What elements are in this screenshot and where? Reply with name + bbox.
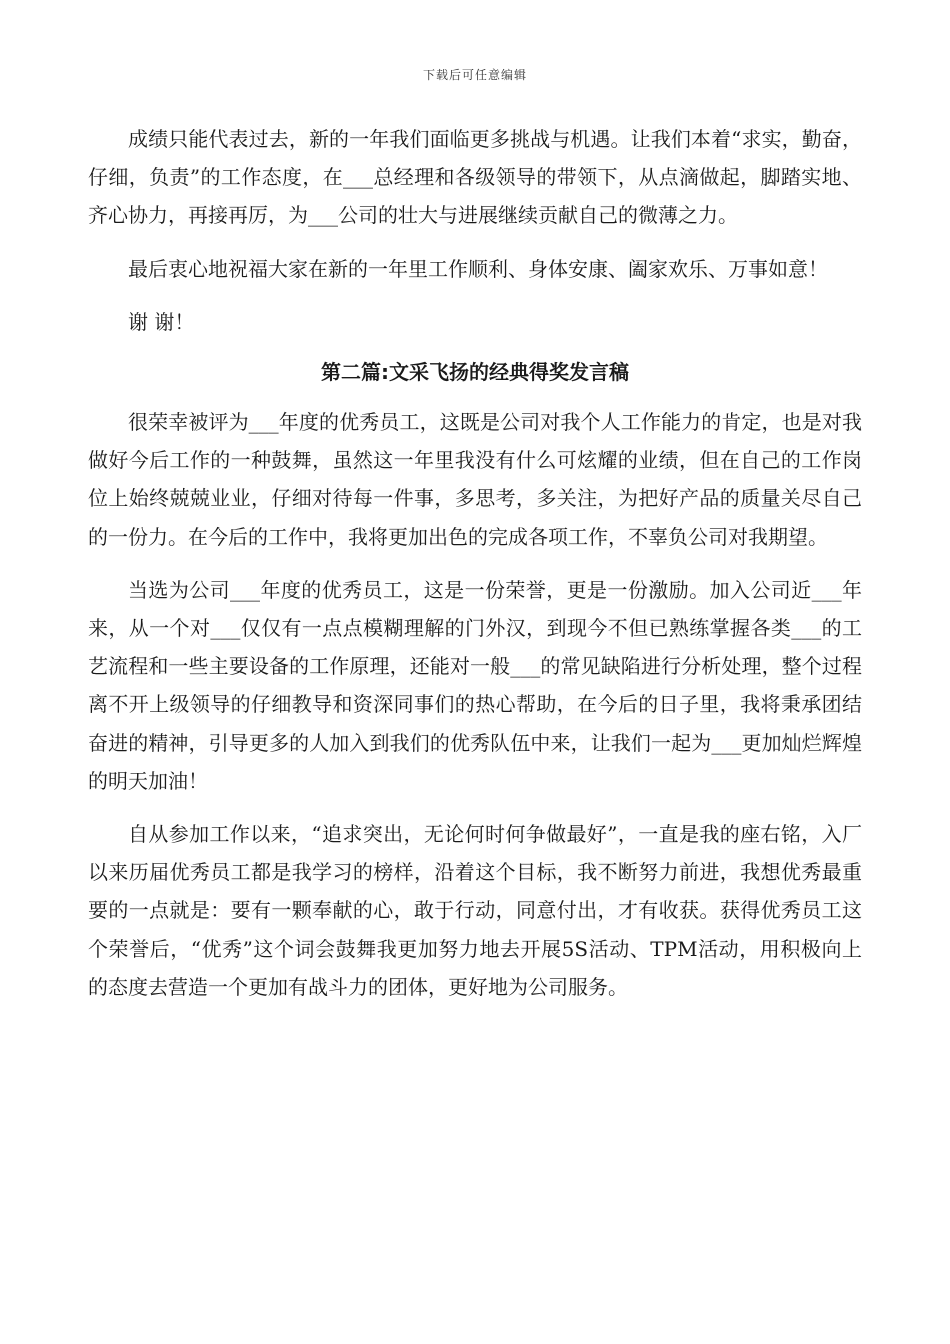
section-title: 第二篇:文采飞扬的经典得奖发言稿 bbox=[321, 360, 629, 385]
document-body bbox=[88, 120, 862, 1021]
elected-paragraph: 当选为公司___年度的优秀员工，这是一份荣誉，更是一份激励。加入公司近___年来，从一个对___仅仅有一点点模糊理解的门外汉，到现今不但已熟练掌握各类___的工艺流程和一些主要设备的工作原理，还能对一般___的常见缺陷进行分析处理，整个过程离不开上级领导的仔细教导和资深同事们的热心帮助，在今后的日子里，我将秉承团结奋进的精神，引导更多的人加入到我们的优秀队伍中来，让我们一起为___更加灿烂辉煌的明天加油！ bbox=[88, 577, 862, 793]
thanks-paragraph: 谢 谢！ bbox=[128, 309, 195, 334]
motto-paragraph: 自从参加工作以来，“追求突出，无论何时何争做最好”，一直是我的座右铭，入厂以来历届优秀员工都是我学习的榜样，沿着这个目标，我不断努力前进，我想优秀最重要的一点就是：要有一颗奉献的心，敢于行动，同意付出，才有收获。获得优秀员工这个荣誉后，“优秀”这个词会鼓舞我更加努力地去开展5S活动、TPM活动，用积极向上的态度去营造一个更加有战斗力的团体，更好地为公司服务。 bbox=[88, 822, 862, 999]
page-header: 下载后可任意编辑 bbox=[422, 68, 527, 82]
blessing-paragraph: 最后衷心地祝福大家在新的一年里工作顺利、身体安康、阖家欢乐、万事如意！ bbox=[128, 256, 828, 281]
closing-paragraph: 成绩只能代表过去，新的一年我们面临更多挑战与机遇。让我们本着“求实，勤奋，仔细，负责”的工作态度，在___总经理和各级领导的带领下，从点滴做起，脚踏实地、齐心协力，再接再厉，为___公司的壮大与进展继续贡献自己的微薄之力。 bbox=[88, 127, 862, 228]
honor-paragraph: 很荣幸被评为___年度的优秀员工，这既是公司对我个人工作能力的肯定，也是对我做好今后工作的一种鼓舞，虽然这一年里我没有什么可炫耀的业绩，但在自己的工作岗位上始终兢兢业业，仔细对待每一件事，多思考，多关注，为把好产品的质量关尽自己的一份力。在今后的工作中，我将更加出色的完成各项工作，不辜负公司对我期望。 bbox=[88, 410, 862, 549]
